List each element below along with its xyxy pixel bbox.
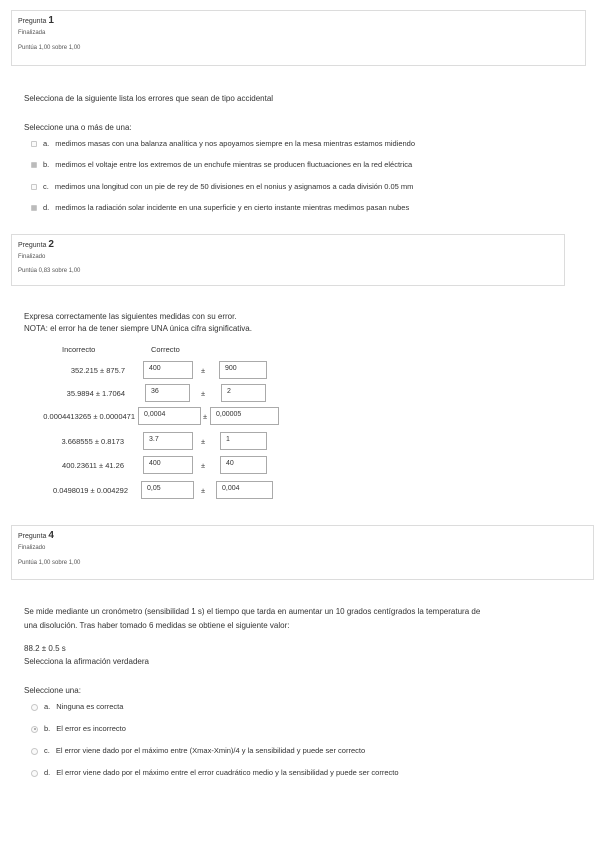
q1-option-a-checkbox[interactable] — [31, 141, 37, 147]
q4-option-b[interactable] — [31, 724, 126, 734]
plus-minus-4: ± — [201, 437, 206, 446]
measurement-error-input-2[interactable]: 2 — [221, 384, 266, 402]
measurement-incorrect-3: 0.0004413265 ± 0.0000471 — [43, 412, 135, 421]
question-2-score: Puntúa 0,83 sobre 1,00 — [18, 268, 81, 274]
column-incorrect-header: Incorrecto — [62, 345, 96, 354]
q4-option-d-radio[interactable] — [31, 770, 38, 777]
plus-minus-2: ± — [201, 389, 206, 398]
measurement-value-input-5[interactable]: 400 — [143, 456, 193, 474]
measurement-incorrect-6: 0.0498019 ± 0.004292 — [52, 486, 128, 495]
question-1-number: Pregunta 1 — [18, 15, 54, 26]
q4-option-d-letter: d. — [44, 768, 51, 777]
plus-minus-3: ± — [203, 412, 208, 421]
q1-option-c[interactable] — [31, 182, 413, 192]
q1-option-d-text: medimos la radiación solar incidente en una superficie y en cierto instante mientras medimos pasan nubes — [55, 203, 410, 212]
measurement-incorrect-2: 35.9894 ± 1.7064 — [66, 389, 125, 398]
measurement-error-input-5[interactable]: 40 — [220, 456, 267, 474]
plus-minus-1: ± — [201, 366, 206, 375]
question-4-instruction: Seleccione una: — [24, 686, 81, 695]
measurement-value-input-2[interactable]: 36 — [145, 384, 190, 402]
measurement-value-input-4[interactable]: 3.7 — [143, 432, 193, 450]
q1-option-a[interactable] — [31, 139, 415, 149]
measurement-error-input-3[interactable]: 0,00005 — [210, 407, 279, 425]
question-2-status: Finalizado — [18, 254, 46, 260]
q1-option-b-letter: b. — [43, 160, 50, 169]
question-4-value: 88.2 ± 0.5 s — [24, 644, 66, 653]
question-1-status: Finalizada — [18, 30, 46, 36]
measurement-incorrect-4: 3.668555 ± 0.8173 — [61, 437, 124, 446]
q1-option-c-letter: c. — [43, 182, 49, 191]
measurement-error-input-4[interactable]: 1 — [220, 432, 267, 450]
q4-option-d[interactable] — [31, 768, 399, 778]
question-4-score: Puntúa 1,00 sobre 1,00 — [18, 560, 81, 566]
q4-option-c[interactable] — [31, 746, 365, 756]
q1-option-b-text: medimos el voltaje entre los extremos de un enchufe mientras se producen fluctuaciones en la red eléctrica — [55, 160, 413, 169]
q4-option-a-radio[interactable] — [31, 704, 38, 711]
q1-option-a-letter: a. — [43, 139, 50, 148]
question-2-info — [11, 234, 565, 286]
q4-option-a-text: Ninguna es correcta — [56, 702, 124, 711]
measurement-incorrect-5: 400.23611 ± 41.26 — [62, 461, 124, 470]
q4-option-b-letter: b. — [44, 724, 51, 733]
question-4-number: Pregunta 4 — [18, 530, 54, 541]
q4-option-d-text: El error viene dado por el máximo entre el error cuadrático medio y la sensibilidad y puede ser correcto — [56, 768, 399, 777]
measurement-error-input-6[interactable]: 0,004 — [216, 481, 273, 499]
measurement-value-input-3[interactable]: 0,0004 — [138, 407, 201, 425]
q4-option-b-radio[interactable] — [31, 726, 38, 733]
question-1-info — [11, 10, 586, 66]
q4-option-c-radio[interactable] — [31, 748, 38, 755]
question-1-instruction: Seleccione una o más de una: — [24, 123, 132, 132]
measurement-incorrect-1: 352.215 ± 875.7 — [70, 366, 125, 375]
q1-option-d-checkbox[interactable] — [31, 205, 37, 211]
q1-option-d[interactable] — [31, 203, 409, 213]
question-4-status: Finalizado — [18, 545, 46, 551]
q1-option-b-checkbox[interactable] — [31, 162, 37, 168]
q1-option-a-text: medimos masas con una balanza analítica y nos apoyamos siempre en la mesa mientras estamos midiendo — [55, 139, 416, 148]
measurement-value-input-1[interactable]: 400 — [143, 361, 193, 379]
plus-minus-5: ± — [201, 461, 206, 470]
q4-option-a-letter: a. — [44, 702, 51, 711]
q1-option-b[interactable] — [31, 160, 412, 170]
question-1-score: Puntúa 1,00 sobre 1,00 — [18, 45, 81, 51]
question-4-prompt-line-3: Selecciona la afirmación verdadera — [24, 657, 149, 666]
plus-minus-6: ± — [201, 486, 206, 495]
q1-option-d-letter: d. — [43, 203, 50, 212]
q4-option-a[interactable] — [31, 702, 123, 712]
question-1-prompt: Selecciona de la siguiente lista los errores que sean de tipo accidental — [24, 94, 274, 103]
q1-option-c-checkbox[interactable] — [31, 184, 37, 190]
measurement-value-input-6[interactable]: 0,05 — [141, 481, 194, 499]
question-2-prompt: Expresa correctamente las siguientes medidas con su error. — [24, 312, 237, 321]
question-4-prompt-line-1: Se mide mediante un cronómetro (sensibilidad 1 s) el tiempo que tarda en aumentar un 10 grados centígrados la temperatura de — [24, 607, 481, 616]
q1-option-c-text: medimos una longitud con un pie de rey de 50 divisiones en el nonius y asignamos a cada división 0.05 mm — [54, 182, 414, 191]
q4-option-c-letter: c. — [44, 746, 50, 755]
column-correct-header: Correcto — [151, 345, 180, 354]
question-4-info — [11, 525, 594, 580]
q4-option-c-text: El error viene dado por el máximo entre (Xmax-Xmin)/4 y la sensibilidad y puede ser correcto — [55, 746, 366, 755]
question-2-number: Pregunta 2 — [18, 239, 54, 250]
q4-option-b-text: El error es incorrecto — [56, 724, 126, 733]
question-4-prompt-line-2: una disolución. Tras haber tomado 6 medidas se obtiene el siguiente valor: — [24, 621, 290, 630]
question-2-note: NOTA: el error ha de tener siempre UNA única cifra significativa. — [24, 324, 252, 333]
measurement-error-input-1[interactable]: 900 — [219, 361, 267, 379]
